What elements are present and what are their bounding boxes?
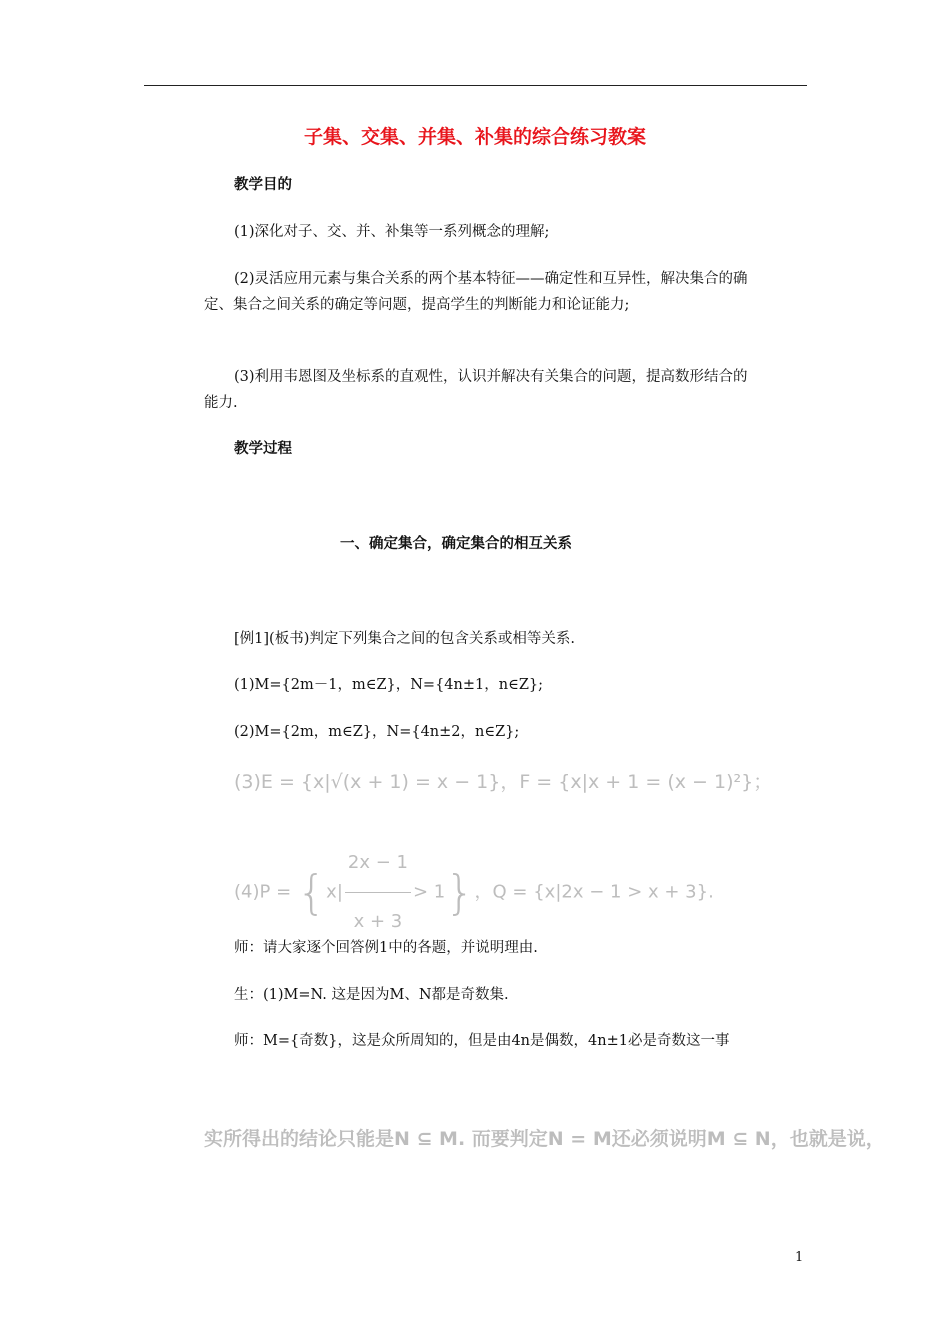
goal-item-3-text: (3)利用韦恩图及坐标系的直观性，认识并解决有关集合的问题，提高数形结合的能力.: [204, 369, 748, 411]
goal-item-2-text: (2)灵活应用元素与集合关系的两个基本特征——确定性和互异性，解决集合的确定、集合之间关系的确定等问题，提高学生的判断能力和论证能力;: [204, 271, 748, 313]
teacher-line-2-text: 师：M={奇数}，这是众所周知的，但是由4n是偶数，4n±1必是奇数这一事: [234, 1033, 730, 1049]
goal-item-1: (1)深化对子、交、并、补集等一系列概念的理解;: [234, 224, 550, 240]
example-item-3-formula: (3)E = {x|√(x + 1) = x − 1}，F = {x|x + 1 = (x − 1)²}；: [234, 771, 773, 793]
item-4-set-var: x|: [326, 881, 343, 903]
left-brace: {: [296, 865, 327, 920]
example-item-1: (1)M={2m－1，m∈Z}，N={4n±1，n∈Z};: [234, 677, 544, 693]
faded-continuation-line: 实所得出的结论只能是N ⊆ M. 而要判定N = M还必须说明M ⊆ N，也就是说，: [204, 1128, 885, 1150]
section-heading-1: 一、确定集合，确定集合的相互关系: [340, 536, 572, 552]
teacher-line-2: [204, 1028, 752, 1054]
item-4-fraction: [345, 834, 411, 951]
page-number: 1: [795, 1250, 804, 1265]
document-title: 子集、交集、并集、补集的综合练习教案: [303, 126, 646, 148]
example-item-2: (2)M={2m，m∈Z}，N={4n±2，n∈Z};: [234, 724, 520, 740]
teacher-line-1: 师：请大家逐个回答例1中的各题，并说明理由.: [234, 940, 538, 956]
example-1-intro: [例1](板书)判定下列集合之间的包含关系或相等关系.: [234, 631, 575, 647]
example-item-4-formula: [234, 834, 714, 932]
student-line-1: 生：(1)M=N. 这是因为M、N都是奇数集.: [234, 987, 509, 1003]
goal-item-3: [204, 364, 752, 416]
right-brace: }: [445, 865, 475, 920]
item-4-denominator: x + 3: [353, 911, 403, 932]
heading-teaching-process: 教学过程: [234, 441, 292, 457]
item-4-suffix: ，Q = {x|2x − 1 > x + 3}.: [474, 881, 714, 903]
goal-item-2: [204, 266, 752, 318]
item-4-relation: > 1: [412, 881, 446, 903]
header-rule: [144, 85, 807, 86]
item-4-prefix: (4)P =: [234, 881, 292, 903]
item-4-numerator: 2x − 1: [345, 834, 411, 893]
heading-teaching-goal: 教学目的: [234, 177, 292, 193]
